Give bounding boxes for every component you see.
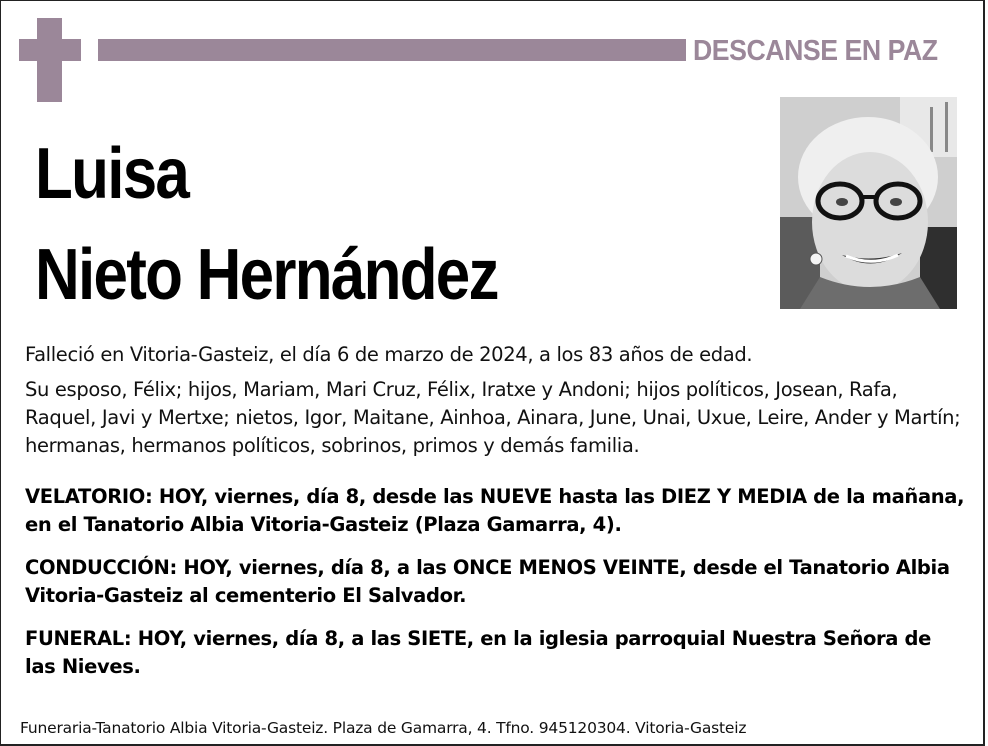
deceased-photo bbox=[780, 97, 957, 309]
cross-icon-arm bbox=[19, 39, 81, 61]
funeral-home-footer: Funeraria-Tanatorio Albia Vitoria-Gasteiz. Plaza de Gamarra, 4. Tfno. 945120304. Vitoria-Gasteiz bbox=[20, 719, 747, 737]
family-list: Su esposo, Félix; hijos, Mariam, Mari Cruz, Félix, Iratxe y Andoni; hijos políticos, Josean, Rafa, Raquel, Javi y Mertxe; nietos, Igor, Maitane, Ainhoa, Ainara, June, Unai, Uxue, Leire, Ander y Martín; hermanas, hermanos políticos, sobrinos, primos y demás familia. bbox=[25, 378, 961, 457]
header-divider-bar bbox=[98, 39, 686, 61]
conduccion-info: CONDUCCIÓN: HOY, viernes, día 8, a las ONCE MENOS VEINTE, desde el Tanatorio Albia Vitoria-Gasteiz al cementerio El Salvador. bbox=[25, 556, 950, 607]
funeral-info: FUNERAL: HOY, viernes, día 8, a las SIETE, en la iglesia parroquial Nuestra Señora de las Nieves. bbox=[25, 627, 932, 678]
tagline: DESCANSE EN PAZ bbox=[693, 35, 938, 67]
deceased-surnames: Nieto Hernández bbox=[35, 235, 498, 315]
death-notice: Falleció en Vitoria-Gasteiz, el día 6 de marzo de 2024, a los 83 años de edad. bbox=[25, 343, 753, 366]
velatorio-info: VELATORIO: HOY, viernes, día 8, desde las NUEVE hasta las DIEZ Y MEDIA de la mañana, en el Tanatorio Albia Vitoria-Gasteiz (Plaza Gamarra, 4). bbox=[25, 485, 965, 536]
portrait-image bbox=[780, 97, 957, 309]
deceased-first-name: Luisa bbox=[35, 134, 189, 214]
